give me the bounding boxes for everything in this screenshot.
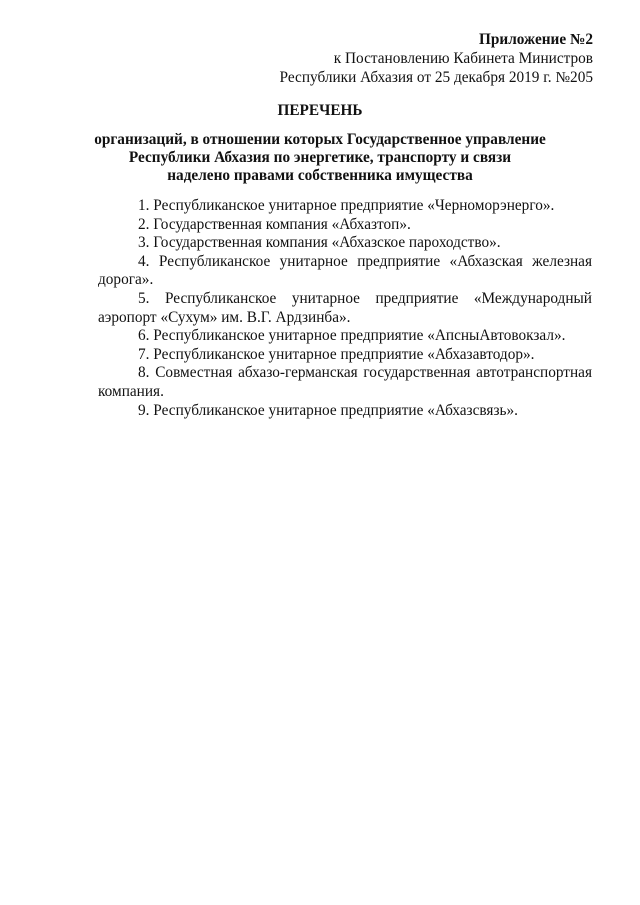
list-item: 9. Республиканское унитарное предприятие «Абхазсвязь».	[138, 401, 518, 419]
list-item: 5. Республиканское унитарное предприятие «Международный аэропорт «Сухум» им. В.Г. Ардзинба».	[98, 289, 592, 326]
appendix-line-1: к Постановлению Кабинета Министров	[333, 50, 593, 67]
organization-list	[98, 197, 592, 420]
list-item: 8. Совместная абхазо-германская государственная автотранспортная компания.	[98, 364, 592, 400]
list-item: 2. Государственная компания «Абхазтоп».	[138, 215, 411, 233]
list-item: 1. Республиканское унитарное предприятие «Черноморэнерго».	[138, 197, 555, 214]
document-subtitle	[0, 131, 640, 185]
subtitle-line-2: Республики Абхазия по энергетике, транспорту и связи	[128, 149, 512, 166]
list-item: 6. Республиканское унитарное предприятие «АпсныАвтовокзал».	[138, 327, 566, 345]
document-title: ПЕРЕЧЕНЬ	[277, 102, 363, 119]
appendix-block	[280, 30, 593, 87]
subtitle-line-1: организаций, в отношении которых Государственное управление	[94, 131, 546, 148]
appendix-heading: Приложение №2	[478, 31, 593, 48]
subtitle-line-3: наделено правами собственника имущества	[167, 167, 473, 184]
list-item: 3. Государственная компания «Абхазское пароходство».	[138, 234, 501, 252]
appendix-line-2: Республики Абхазия от 25 декабря 2019 г. №205	[279, 69, 593, 86]
list-item: 4. Республиканское унитарное предприятие «Абхазская железная дорога».	[98, 252, 592, 289]
list-item: 7. Республиканское унитарное предприятие «Абхазавтодор».	[138, 345, 535, 363]
